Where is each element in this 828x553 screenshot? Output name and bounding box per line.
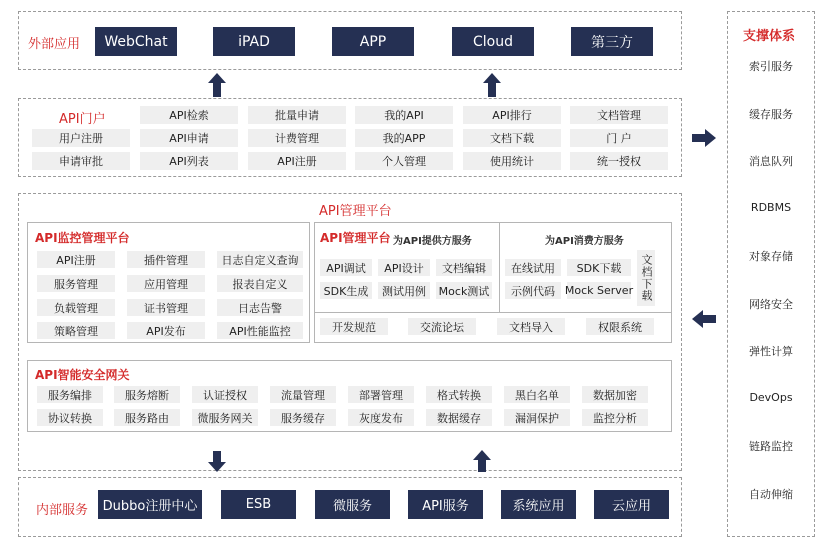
gateway-item[interactable]: 漏洞保护: [504, 409, 570, 426]
portal-item[interactable]: 我的APP: [355, 129, 453, 147]
portal-item[interactable]: 我的API: [355, 106, 453, 124]
monitor-item[interactable]: API注册: [37, 251, 115, 268]
monitor-item[interactable]: API性能监控: [217, 322, 303, 339]
support-item: RDBMS: [750, 201, 792, 214]
support-title: 支撑体系: [743, 29, 796, 44]
support-panel: [727, 11, 815, 537]
service-microservice[interactable]: 微服务: [315, 490, 390, 519]
monitor-item[interactable]: 证书管理: [127, 299, 205, 316]
support-item: 索引服务: [749, 60, 793, 73]
portal-item[interactable]: 门 户: [570, 129, 668, 147]
app-ipad[interactable]: iPAD: [213, 27, 295, 56]
gateway-item[interactable]: 黑白名单: [504, 386, 570, 403]
consumer-item[interactable]: Mock Server: [564, 284, 634, 297]
portal-item[interactable]: 个人管理: [355, 152, 453, 170]
gateway-item[interactable]: 服务路由: [114, 409, 180, 426]
gateway-item[interactable]: 灰度发布: [348, 409, 414, 426]
gateway-item[interactable]: 服务缓存: [270, 409, 336, 426]
support-item: 缓存服务: [749, 108, 793, 121]
gateway-item[interactable]: 流量管理: [270, 386, 336, 403]
portal-item[interactable]: 计费管理: [248, 129, 346, 147]
monitor-item[interactable]: 插件管理: [127, 251, 205, 268]
monitor-item[interactable]: 应用管理: [127, 275, 205, 292]
monitor-item[interactable]: 服务管理: [37, 275, 115, 292]
provider-item[interactable]: Mock测试: [436, 282, 492, 299]
mgmt-bottom-item[interactable]: 文档导入: [497, 318, 565, 335]
gateway-item[interactable]: 服务编排: [37, 386, 103, 403]
app-webchat[interactable]: WebChat: [95, 27, 177, 56]
support-item: 消息队列: [749, 155, 793, 168]
consumer-item[interactable]: 在线试用: [505, 259, 561, 276]
portal-item[interactable]: API申请: [140, 129, 238, 147]
doc-download-item[interactable]: 文档下载: [637, 250, 655, 306]
monitor-title: API监控管理平台: [35, 231, 130, 245]
service-system-app[interactable]: 系统应用: [501, 490, 576, 519]
gateway-item[interactable]: 格式转换: [426, 386, 492, 403]
support-item: 链路监控: [749, 440, 793, 453]
monitor-item[interactable]: API发布: [127, 322, 205, 339]
mgmt-divider-horizontal: [314, 312, 672, 313]
support-item: DevOps: [749, 391, 793, 404]
monitor-item[interactable]: 负载管理: [37, 299, 115, 316]
monitor-item[interactable]: 策略管理: [37, 322, 115, 339]
gateway-item[interactable]: 部署管理: [348, 386, 414, 403]
gateway-item[interactable]: 数据加密: [582, 386, 648, 403]
provider-title: 为API提供方服务: [393, 236, 472, 247]
api-portal-title: API门户: [59, 112, 106, 127]
service-esb[interactable]: ESB: [221, 490, 296, 519]
portal-item[interactable]: 统一授权: [570, 152, 668, 170]
gateway-item[interactable]: 微服务网关: [192, 409, 258, 426]
consumer-item[interactable]: SDK下载: [567, 259, 631, 276]
support-item: 网络安全: [749, 298, 793, 311]
portal-item[interactable]: 使用统计: [463, 152, 561, 170]
gateway-title: API智能安全网关: [35, 368, 130, 382]
app-third-party[interactable]: 第三方: [571, 27, 653, 56]
provider-item[interactable]: 文档编辑: [436, 259, 492, 276]
portal-item[interactable]: API排行: [463, 106, 561, 124]
portal-item[interactable]: 文档管理: [570, 106, 668, 124]
gateway-item[interactable]: 数据缓存: [426, 409, 492, 426]
monitor-item[interactable]: 报表自定义: [217, 275, 303, 292]
gateway-item[interactable]: 监控分析: [582, 409, 648, 426]
portal-item[interactable]: 申请审批: [32, 152, 130, 170]
external-apps-title: 外部应用: [28, 37, 81, 52]
provider-item[interactable]: API调试: [320, 259, 372, 276]
provider-item[interactable]: 测试用例: [378, 282, 430, 299]
mgmt-bottom-item[interactable]: 开发规范: [320, 318, 388, 335]
portal-item[interactable]: 批量申请: [248, 106, 346, 124]
service-dubbo[interactable]: Dubbo注册中心: [98, 490, 202, 519]
service-cloud-app[interactable]: 云应用: [594, 490, 669, 519]
portal-item[interactable]: API注册: [248, 152, 346, 170]
app-app[interactable]: APP: [332, 27, 414, 56]
gateway-item[interactable]: 协议转换: [37, 409, 103, 426]
consumer-item[interactable]: 示例代码: [505, 282, 561, 299]
gateway-item[interactable]: 认证授权: [192, 386, 258, 403]
mgmt-divider-vertical: [499, 222, 500, 312]
api-platform-title: API管理平台: [319, 204, 392, 219]
portal-item[interactable]: API检索: [140, 106, 238, 124]
app-cloud[interactable]: Cloud: [452, 27, 534, 56]
portal-item[interactable]: 文档下载: [463, 129, 561, 147]
service-api[interactable]: API服务: [408, 490, 483, 519]
provider-item[interactable]: API设计: [378, 259, 430, 276]
gateway-item[interactable]: 服务熔断: [114, 386, 180, 403]
support-item: 自动伸缩: [749, 488, 793, 501]
monitor-item[interactable]: 日志自定义查询: [217, 251, 303, 268]
internal-services-title: 内部服务: [36, 503, 89, 518]
mgmt-bottom-item[interactable]: 权限系统: [586, 318, 654, 335]
support-item: 对象存储: [749, 250, 793, 263]
provider-item[interactable]: SDK生成: [320, 282, 372, 299]
mgmt-bottom-item[interactable]: 交流论坛: [408, 318, 476, 335]
mgmt-title: API管理平台: [320, 231, 391, 245]
monitor-item[interactable]: 日志告警: [217, 299, 303, 316]
consumer-title: 为API消费方服务: [545, 236, 624, 247]
portal-item[interactable]: 用户注册: [32, 129, 130, 147]
support-item: 弹性计算: [749, 345, 793, 358]
portal-item[interactable]: API列表: [140, 152, 238, 170]
